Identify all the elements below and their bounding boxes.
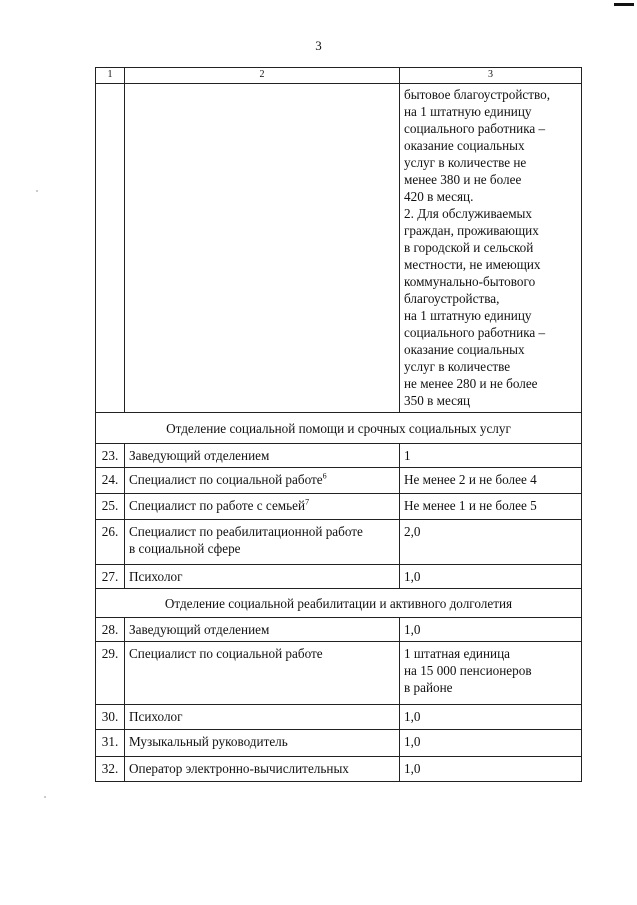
section-header-row [96,413,582,444]
position-cell [125,468,400,494]
norm-cell: 1,0 [400,730,582,757]
table-row [96,565,582,589]
position-title: Специалист по работе с семьей [129,498,306,513]
continued-row [96,84,582,413]
table-row [96,757,582,782]
page-number: 3 [315,38,322,53]
table-row [96,730,582,757]
norm-cell: 1,0 [400,565,582,589]
table-row [96,468,582,494]
position-title: Психолог [129,569,183,584]
row-number: 24. [96,468,125,494]
position-cell [125,618,400,642]
position-title: Музыкальный руководитель [129,734,288,749]
staffing-table [95,67,582,782]
position-cell [125,494,400,520]
position-title: Оператор электронно-вычислительных [129,761,349,776]
table-row [96,618,582,642]
header-col-3: 3 [400,68,582,84]
position-cell [125,520,400,565]
position-cell [125,705,400,730]
table-row [96,520,582,565]
table-header-row [96,68,582,84]
table-row [96,642,582,705]
position-cell [125,444,400,468]
position-title: Психолог [129,709,183,724]
norm-cell: бытовое благоустройство, на 1 штатную единицу социального работника – оказание социальных услуг в количестве не менее 380 и не более 420 в месяц. 2. Для обслуживаемых граждан, проживающих в городской и сельской местности, не имеющих коммунально-бытового благоустройства, на 1 штатную единицу социального работника – оказание социальных услуг в количестве не менее 280 и не более 350 в месяц [400,84,582,413]
position-cell [125,565,400,589]
norm-cell: 1,0 [400,705,582,730]
norm-cell: 1 [400,444,582,468]
scan-speck [36,190,38,192]
row-number: 25. [96,494,125,520]
position-title: Заведующий отделением [129,448,270,463]
section-header-row [96,589,582,618]
section-title: Отделение социальной помощи и срочных социальных услуг [96,413,582,444]
row-number: 31. [96,730,125,757]
position-cell [125,84,400,413]
header-col-2: 2 [125,68,400,84]
header-col-1: 1 [96,68,125,84]
row-number: 26. [96,520,125,565]
section-title: Отделение социальной реабилитации и активного долголетия [96,589,582,618]
position-title: Специалист по социальной работе [129,646,323,661]
row-number: 30. [96,705,125,730]
row-number [96,84,125,413]
norm-cell: 1,0 [400,757,582,782]
row-number: 29. [96,642,125,705]
row-number: 28. [96,618,125,642]
scan-speck [44,796,46,798]
norm-cell: 1,0 [400,618,582,642]
position-cell [125,642,400,705]
position-cell [125,730,400,757]
row-number: 32. [96,757,125,782]
position-title: Специалист по реабилитационной работе в социальной сфере [129,524,363,556]
position-title: Специалист по социальной работе [129,472,323,487]
row-number: 27. [96,565,125,589]
table-row [96,705,582,730]
norm-cell: 2,0 [400,520,582,565]
position-title: Заведующий отделением [129,622,270,637]
staffing-table-body [96,68,582,782]
scan-corner-mark [614,3,634,6]
table-row [96,444,582,468]
norm-cell: 1 штатная единица на 15 000 пенсионеров в районе [400,642,582,705]
footnote-marker: 7 [305,497,310,507]
table-row [96,494,582,520]
norm-cell: Не менее 2 и не более 4 [400,468,582,494]
footnote-marker: 6 [322,471,327,481]
row-number: 23. [96,444,125,468]
norm-cell: Не менее 1 и не более 5 [400,494,582,520]
position-cell [125,757,400,782]
